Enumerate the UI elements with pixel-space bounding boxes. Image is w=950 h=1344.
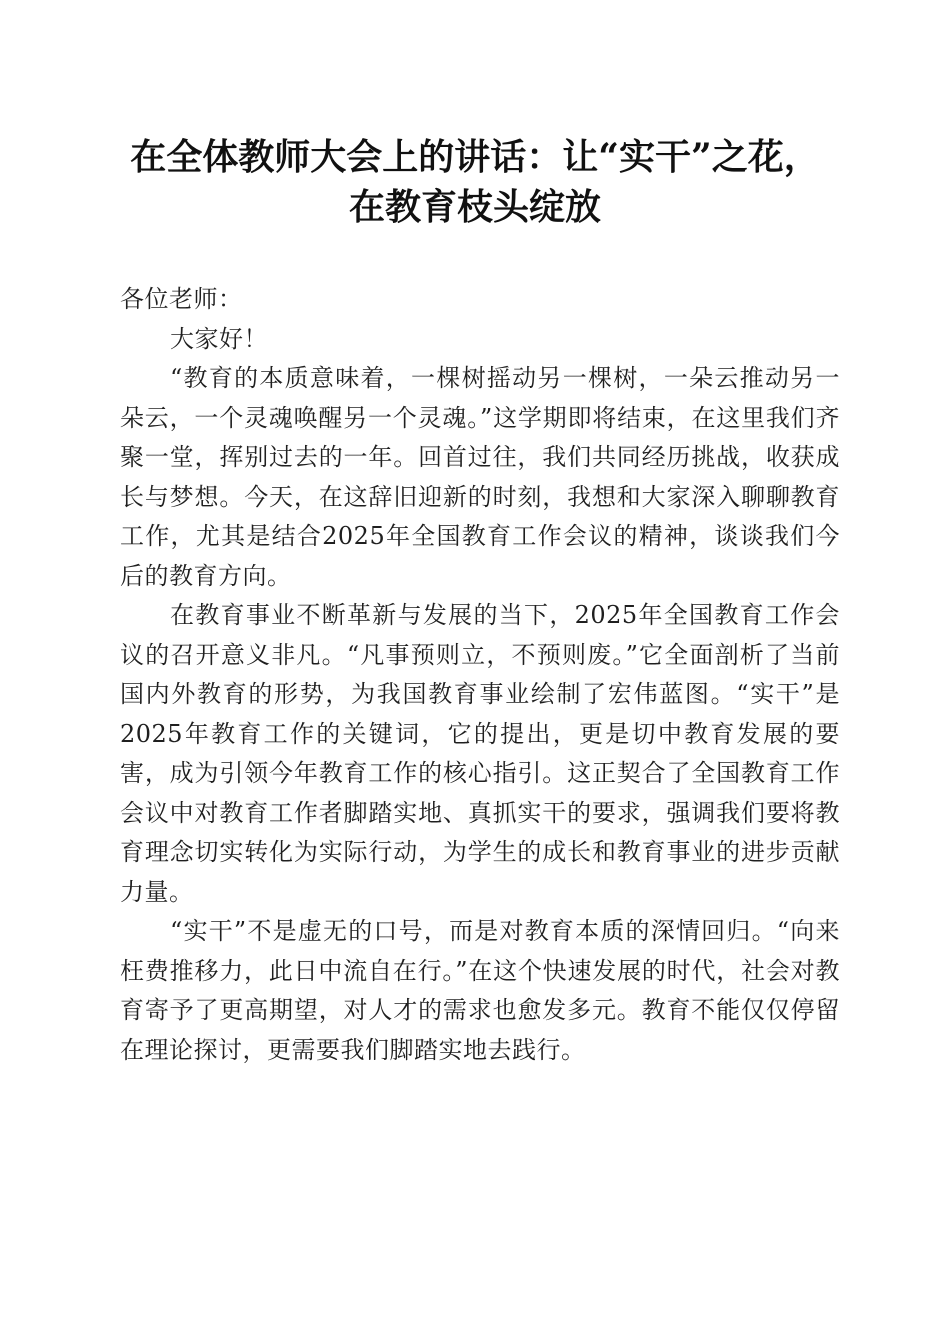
salutation: 各位老师： xyxy=(120,285,243,313)
paragraph: “教育的本质意味着，一棵树摇动另一棵树，一朵云推动另一朵云，一个灵魂唤醒另一个灵魂。”这学期即将结束，在这里我们齐聚一堂，挥别过去的一年。回首过往，我们共同经历挑战，收获成长与梦想。今天，在这辞旧迎新的时刻，我想和大家深入聊聊教育工作，尤其是结合2025年全国教育工作会议的精神，谈谈我们今后的教育方向。 xyxy=(120,364,840,590)
paragraph: 在教育事业不断革新与发展的当下，2025年全国教育工作会议的召开意义非凡。“凡事预则立，不预则废。”它全面剖析了当前国内外教育的形势，为我国教育事业绘制了宏伟蓝图。“实干”是2025年教育工作的关键词，它的提出，更是切中教育发展的要害，成为引领今年教育工作的核心指引。这正契合了全国教育工作会议中对教育工作者脚踏实地、真抓实干的要求，强调我们要将教育理念切实转化为实际行动，为学生的成长和教育事业的进步贡献力量。 xyxy=(120,601,840,906)
document-body xyxy=(120,280,840,1070)
document-title xyxy=(100,132,850,232)
title-line-2: 在教育枝头绽放 xyxy=(348,186,601,228)
title-line-1: 在全体教师大会上的讲话：让“实干”之花， xyxy=(130,136,820,178)
paragraph: “实干”不是虚无的口号，而是对教育本质的深情回归。“向来枉费推移力，此日中流自在行。”在这个快速发展的时代，社会对教育寄予了更高期望，对人才的需求也愈发多元。教育不能仅仅停留在理论探讨，更需要我们脚踏实地去践行。 xyxy=(120,917,840,1064)
paragraph-greeting: 大家好！ xyxy=(170,324,268,353)
